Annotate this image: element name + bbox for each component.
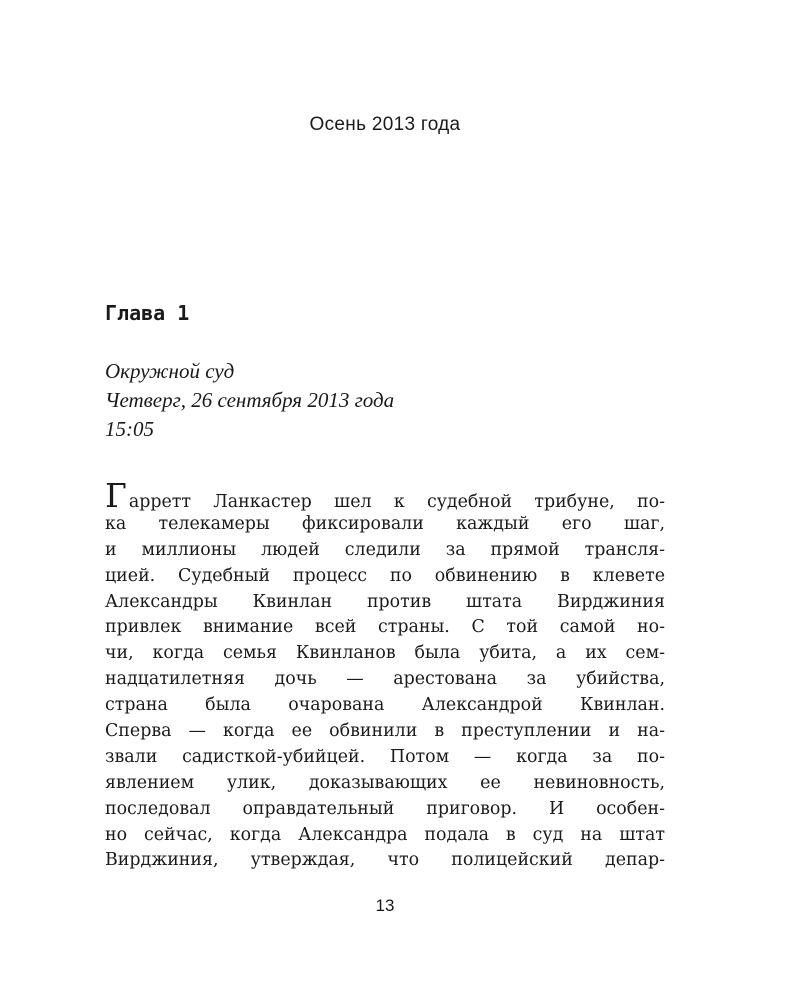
scene-time: 15:05 (105, 417, 154, 441)
body-line-8: надцатилетняя дочь — арестована за убийства, (105, 669, 665, 690)
body-line-6: привлек внимание всей страны. С той самой но- (105, 617, 665, 638)
body-line-9: страна была очарована Александрой Квинлан. (105, 695, 665, 716)
section-date-heading: Осень 2013 года (309, 114, 461, 135)
body-line-15: Вирджиния, утверждая, что полицейский депар- (105, 850, 665, 871)
body-line-text: арретт Ланкастер шел к судебной трибуне, по- (128, 492, 665, 512)
scene-location-block (105, 357, 394, 444)
body-line-12: явлением улик, доказывающих ее невиновность, (105, 772, 665, 793)
body-line-11: звали садисткой-убийцей. Потом — когда за по- (105, 746, 665, 767)
scene-date: Четверг, 26 сентября 2013 года (105, 388, 395, 412)
body-line-14: но сейчас, когда Александра подала в суд на штат (105, 824, 665, 845)
body-line-5: Александры Квинлан против штата Вирджиния (105, 591, 665, 612)
body-line-1 (105, 476, 665, 515)
body-line-13: последовал оправдательный приговор. И особен- (105, 798, 665, 819)
drop-cap: Г (105, 476, 127, 515)
body-line-10: Сперва — когда ее обвинили в преступлении и на- (105, 721, 665, 742)
body-line-3: и миллионы людей следили за прямой трансля- (105, 539, 665, 560)
body-line-4: цией. Судебный процесс по обвинению в клевете (105, 565, 665, 586)
page-number: 13 (375, 896, 395, 915)
body-paragraph (105, 476, 665, 874)
body-line-7: чи, когда семья Квинланов была убита, а их сем- (105, 643, 665, 664)
body-line-2: ка телекамеры фиксировали каждый его шаг, (105, 513, 665, 534)
scene-place: Окружной суд (105, 359, 235, 383)
chapter-title: Глава 1 (105, 301, 190, 325)
